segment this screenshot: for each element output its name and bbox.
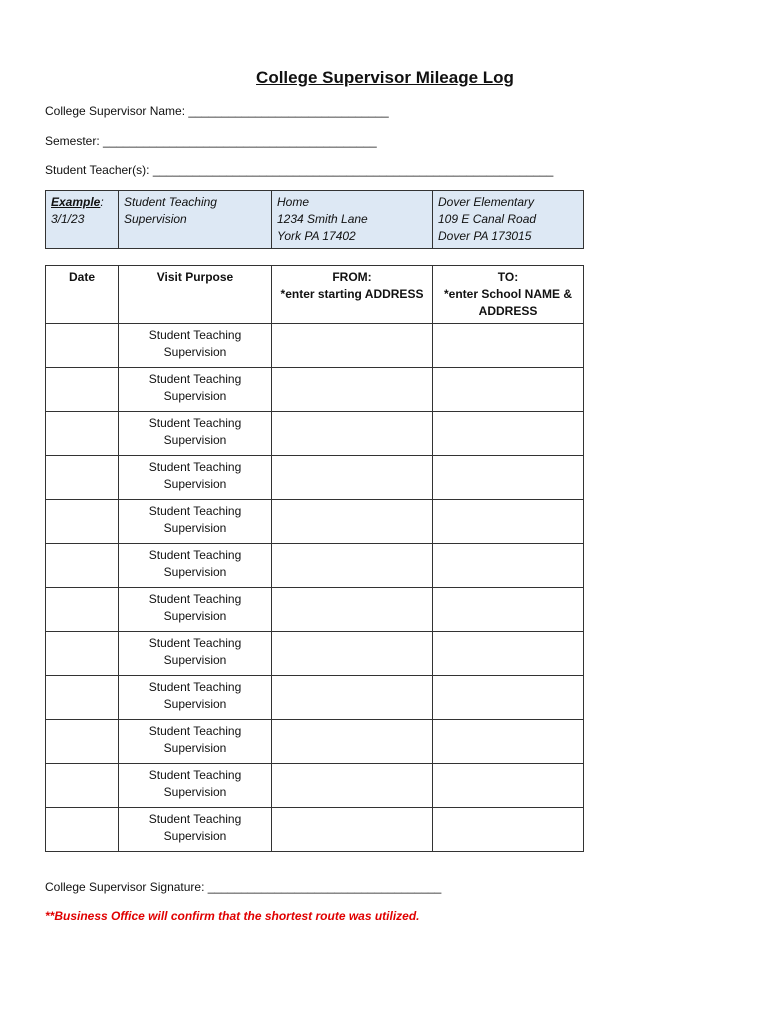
to-cell[interactable] <box>433 764 584 808</box>
example-label: Example <box>51 195 101 209</box>
purpose-line1: Student Teaching <box>148 460 242 474</box>
header-to-line2: *enter School NAME & <box>443 287 572 301</box>
purpose-cell <box>119 720 272 764</box>
purpose-cell <box>119 544 272 588</box>
table-row <box>46 412 584 456</box>
purpose-cell <box>119 808 272 852</box>
business-office-note: **Business Office will confirm that the shortest route was utilized. <box>45 909 420 923</box>
header-to-line3: ADDRESS <box>478 304 538 318</box>
table-row <box>46 456 584 500</box>
from-cell[interactable] <box>272 324 433 368</box>
purpose-line2: Supervision <box>163 389 227 403</box>
log-header-row <box>46 266 584 324</box>
purpose-line2: Supervision <box>163 785 227 799</box>
date-cell[interactable] <box>46 544 119 588</box>
date-cell[interactable] <box>46 412 119 456</box>
purpose-cell <box>119 676 272 720</box>
log-body <box>46 324 584 852</box>
date-cell[interactable] <box>46 720 119 764</box>
example-purpose-line1: Student Teaching <box>124 195 217 209</box>
purpose-cell <box>119 368 272 412</box>
example-from-line1: Home <box>277 195 310 209</box>
to-cell[interactable] <box>433 500 584 544</box>
table-row <box>46 588 584 632</box>
example-purpose-cell <box>119 191 272 249</box>
header-date: Date <box>46 266 119 324</box>
header-from-line1: FROM: <box>332 270 372 284</box>
header-purpose: Visit Purpose <box>119 266 272 324</box>
date-cell[interactable] <box>46 632 119 676</box>
signature-field[interactable]: College Supervisor Signature: ___________________________________ <box>45 880 442 894</box>
purpose-line1: Student Teaching <box>148 636 242 650</box>
example-colon: : <box>100 195 104 209</box>
table-row <box>46 500 584 544</box>
date-cell[interactable] <box>46 324 119 368</box>
header-to <box>433 266 584 324</box>
to-cell[interactable] <box>433 676 584 720</box>
example-from-cell <box>272 191 433 249</box>
example-table <box>45 190 584 249</box>
supervisor-name-field[interactable]: College Supervisor Name: ______________________________ <box>45 104 389 118</box>
example-date-cell <box>46 191 119 249</box>
purpose-line1: Student Teaching <box>148 680 242 694</box>
example-from-line2: 1234 Smith Lane <box>277 212 368 226</box>
purpose-line2: Supervision <box>163 433 227 447</box>
example-date: 3/1/23 <box>51 212 85 226</box>
header-from <box>272 266 433 324</box>
from-cell[interactable] <box>272 808 433 852</box>
from-cell[interactable] <box>272 720 433 764</box>
purpose-line1: Student Teaching <box>148 592 242 606</box>
purpose-cell <box>119 412 272 456</box>
purpose-line2: Supervision <box>163 697 227 711</box>
purpose-line2: Supervision <box>163 829 227 843</box>
date-cell[interactable] <box>46 808 119 852</box>
date-cell[interactable] <box>46 764 119 808</box>
purpose-line2: Supervision <box>163 741 227 755</box>
from-cell[interactable] <box>272 588 433 632</box>
date-cell[interactable] <box>46 500 119 544</box>
purpose-cell <box>119 500 272 544</box>
purpose-line2: Supervision <box>163 521 227 535</box>
purpose-cell <box>119 456 272 500</box>
to-cell[interactable] <box>433 456 584 500</box>
page-title: College Supervisor Mileage Log <box>256 68 514 87</box>
to-cell[interactable] <box>433 720 584 764</box>
table-row <box>46 632 584 676</box>
from-cell[interactable] <box>272 456 433 500</box>
from-cell[interactable] <box>272 500 433 544</box>
table-row <box>46 324 584 368</box>
purpose-line1: Student Teaching <box>148 548 242 562</box>
to-cell[interactable] <box>433 368 584 412</box>
semester-field[interactable]: Semester: _________________________________________ <box>45 134 377 148</box>
purpose-line2: Supervision <box>163 345 227 359</box>
table-row <box>46 544 584 588</box>
from-cell[interactable] <box>272 676 433 720</box>
student-teachers-field[interactable]: Student Teacher(s): ____________________________________________________________ <box>45 163 554 177</box>
from-cell[interactable] <box>272 368 433 412</box>
purpose-line1: Student Teaching <box>148 812 242 826</box>
purpose-line2: Supervision <box>163 477 227 491</box>
purpose-line2: Supervision <box>163 565 227 579</box>
purpose-cell <box>119 324 272 368</box>
to-cell[interactable] <box>433 324 584 368</box>
date-cell[interactable] <box>46 368 119 412</box>
date-cell[interactable] <box>46 588 119 632</box>
date-cell[interactable] <box>46 676 119 720</box>
table-row <box>46 764 584 808</box>
example-to-line2: 109 E Canal Road <box>438 212 537 226</box>
purpose-line2: Supervision <box>163 609 227 623</box>
purpose-line1: Student Teaching <box>148 768 242 782</box>
purpose-cell <box>119 588 272 632</box>
from-cell[interactable] <box>272 764 433 808</box>
table-row <box>46 368 584 412</box>
table-row <box>46 808 584 852</box>
mileage-log-table <box>45 265 584 852</box>
example-row <box>46 191 584 249</box>
from-cell[interactable] <box>272 632 433 676</box>
purpose-line1: Student Teaching <box>148 416 242 430</box>
purpose-line1: Student Teaching <box>148 504 242 518</box>
example-to-line1: Dover Elementary <box>438 195 535 209</box>
example-to-line3: Dover PA 173015 <box>438 229 532 243</box>
from-cell[interactable] <box>272 412 433 456</box>
purpose-line2: Supervision <box>163 653 227 667</box>
example-from-line3: York PA 17402 <box>277 229 356 243</box>
purpose-line1: Student Teaching <box>148 724 242 738</box>
example-to-cell <box>433 191 584 249</box>
header-to-line1: TO: <box>497 270 519 284</box>
from-cell[interactable] <box>272 544 433 588</box>
example-purpose-line2: Supervision <box>124 212 187 226</box>
header-from-line2: *enter starting ADDRESS <box>280 287 424 301</box>
to-cell[interactable] <box>433 808 584 852</box>
to-cell[interactable] <box>433 544 584 588</box>
to-cell[interactable] <box>433 632 584 676</box>
purpose-cell <box>119 764 272 808</box>
table-row <box>46 676 584 720</box>
purpose-cell <box>119 632 272 676</box>
to-cell[interactable] <box>433 588 584 632</box>
table-row <box>46 720 584 764</box>
to-cell[interactable] <box>433 412 584 456</box>
purpose-line1: Student Teaching <box>148 328 242 342</box>
purpose-line1: Student Teaching <box>148 372 242 386</box>
date-cell[interactable] <box>46 456 119 500</box>
